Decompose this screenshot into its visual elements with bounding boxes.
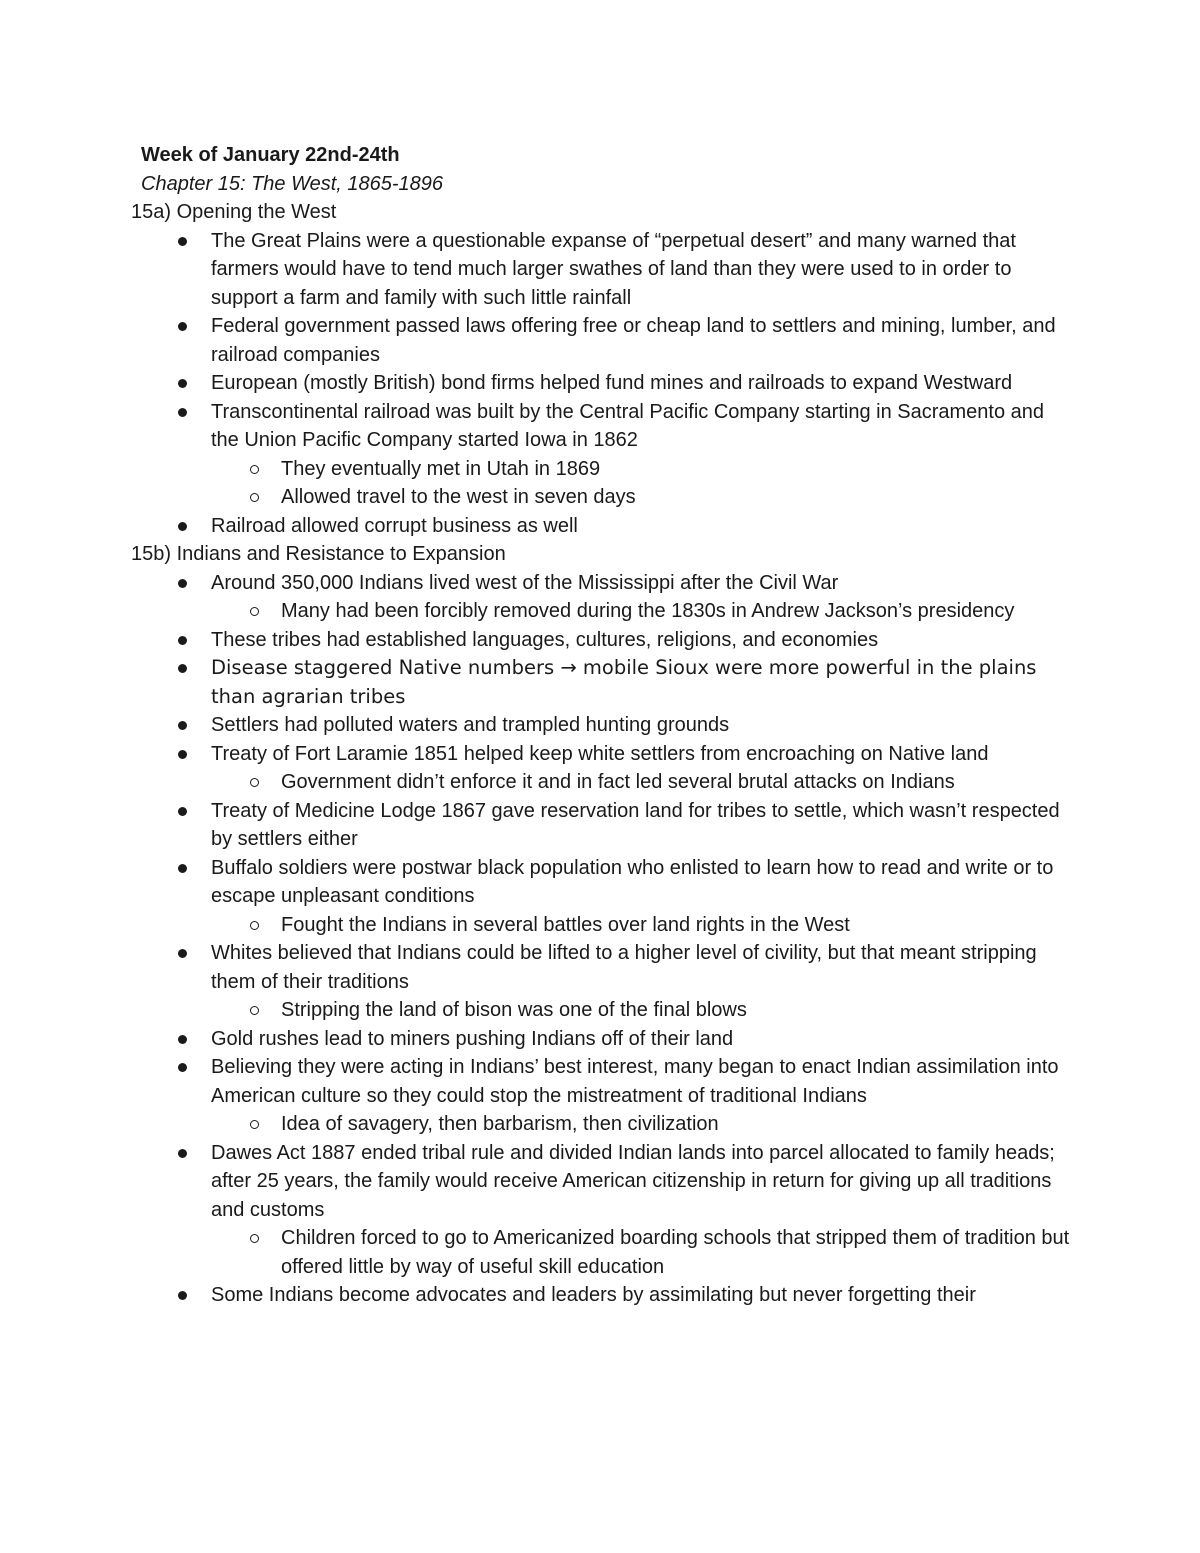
hollow-circle-icon (250, 778, 259, 787)
sub-list-item (211, 996, 1071, 1025)
bullet-dot-icon (178, 949, 187, 958)
sub-list-item (211, 911, 1071, 940)
bullet-dot-icon (178, 379, 187, 388)
sub-list-item (211, 1224, 1071, 1281)
hollow-circle-icon (250, 1120, 259, 1129)
bullet-dot-icon (178, 1035, 187, 1044)
list-item-text: Some Indians become advocates and leaders by assimilating but never forgetting their (211, 1284, 976, 1306)
list-item (141, 1139, 1071, 1282)
list-item-text: Believing they were acting in Indians’ best interest, many began to enact Indian assimilation into American culture so they could stop the mistreatment of traditional Indians (211, 1056, 1059, 1107)
list-item (141, 740, 1071, 797)
bullet-dot-icon (178, 522, 187, 531)
list-item-text: Dawes Act 1887 ended tribal rule and divided Indian lands into parcel allocated to family heads; after 25 years, the family would receive American citizenship in return for giving up all traditions and customs (211, 1141, 1055, 1221)
sub-bullet-list (211, 1224, 1071, 1281)
bullet-dot-icon (178, 750, 187, 759)
sub-list-item (211, 455, 1071, 484)
sub-list-item-text: Allowed travel to the west in seven days (281, 486, 636, 508)
document-content (131, 141, 1071, 1310)
bullet-dot-icon (178, 408, 187, 417)
bullet-dot-icon (178, 322, 187, 331)
list-item-text: Railroad allowed corrupt business as well (211, 514, 578, 537)
list-item (141, 398, 1071, 512)
list-item-text: Treaty of Medicine Lodge 1867 gave reservation land for tribes to settle, which wasn’t respected by settlers either (211, 799, 1060, 850)
sub-list-item-text: Idea of savagery, then barbarism, then civilization (281, 1113, 719, 1135)
list-item (141, 626, 1071, 655)
list-item (141, 369, 1071, 398)
sub-bullet-list (211, 911, 1071, 940)
list-item (141, 654, 1071, 711)
list-item-text: Federal government passed laws offering free or cheap land to settlers and mining, lumber, and railroad companies (211, 315, 1056, 366)
list-item-text: Buffalo soldiers were postwar black population who enlisted to learn how to read and write or to escape unpleasant conditions (211, 856, 1054, 907)
sub-bullet-list (211, 1110, 1071, 1139)
bullet-dot-icon (178, 237, 187, 246)
bullet-dot-icon (178, 636, 187, 645)
sub-list-item-text: Children forced to go to Americanized boarding schools that stripped them of tradition but offered little by way of useful skill education (281, 1227, 1070, 1278)
sub-list-item (211, 483, 1071, 512)
hollow-circle-icon (250, 1234, 259, 1243)
bullet-dot-icon (178, 807, 187, 816)
bullet-dot-icon (178, 1291, 187, 1300)
list-item-text: Whites believed that Indians could be lifted to a higher level of civility, but that meant stripping them of their traditions (211, 942, 1037, 993)
sub-list-item-text: They eventually met in Utah in 1869 (281, 457, 601, 480)
list-item (141, 854, 1071, 940)
list-item (141, 227, 1071, 313)
bullet-dot-icon (178, 721, 187, 730)
bullet-dot-icon (178, 664, 187, 673)
hollow-circle-icon (250, 607, 259, 616)
list-item (141, 711, 1071, 740)
bullet-list (141, 227, 1071, 541)
sections-container (131, 198, 1071, 1310)
bullet-dot-icon (178, 864, 187, 873)
sub-bullet-list (211, 455, 1071, 512)
list-item (141, 1053, 1071, 1139)
list-item-text: Gold rushes lead to miners pushing Indians off of their land (211, 1027, 734, 1050)
list-item (141, 939, 1071, 1025)
list-item (141, 512, 1071, 541)
hollow-circle-icon (250, 465, 259, 474)
list-item-text: The Great Plains were a questionable expanse of “perpetual desert” and many warned that farmers would have to tend much larger swathes of land than they were used to in order to support a farm and family with such little rainfall (211, 229, 1016, 309)
list-item (141, 1281, 1071, 1310)
list-item (141, 1025, 1071, 1054)
hollow-circle-icon (250, 921, 259, 930)
list-item-text: Disease staggered Native numbers → mobile Sioux were more powerful in the plains than agrarian tribes (211, 656, 1037, 708)
sub-bullet-list (211, 996, 1071, 1025)
sub-list-item-text: Government didn’t enforce it and in fact led several brutal attacks on Indians (281, 771, 955, 793)
list-item-text: Around 350,000 Indians lived west of the Mississippi after the Civil War (211, 571, 839, 594)
list-item (141, 797, 1071, 854)
sub-list-item (211, 597, 1071, 626)
list-item-text: Settlers had polluted waters and trampled hunting grounds (211, 714, 730, 736)
list-item-text: European (mostly British) bond firms helped fund mines and railroads to expand Westward (211, 372, 1013, 394)
list-item (141, 312, 1071, 369)
sub-list-item (211, 1110, 1071, 1139)
bullet-dot-icon (178, 579, 187, 588)
hollow-circle-icon (250, 493, 259, 502)
list-item-text: Treaty of Fort Laramie 1851 helped keep white settlers from encroaching on Native land (211, 742, 989, 765)
list-item (141, 569, 1071, 626)
bullet-dot-icon (178, 1063, 187, 1072)
sub-list-item-text: Fought the Indians in several battles over land rights in the West (281, 913, 850, 936)
sub-list-item-text: Stripping the land of bison was one of the final blows (281, 999, 747, 1021)
sub-bullet-list (211, 768, 1071, 797)
bullet-list (141, 569, 1071, 1310)
chapter-title: Chapter 15: The West, 1865-1896 (141, 172, 444, 195)
list-item-text: These tribes had established languages, cultures, religions, and economies (211, 628, 879, 651)
hollow-circle-icon (250, 1006, 259, 1015)
sub-list-item (211, 768, 1071, 797)
section-title: 15b) Indians and Resistance to Expansion (131, 543, 506, 565)
sub-list-item-text: Many had been forcibly removed during the 1830s in Andrew Jackson’s presidency (281, 600, 1015, 622)
list-item-text: Transcontinental railroad was built by the Central Pacific Company starting in Sacramento and the Union Pacific Company started Iowa in 1862 (211, 400, 1045, 451)
week-heading: Week of January 22nd-24th (141, 144, 400, 166)
section-title: 15a) Opening the West (131, 201, 337, 223)
bullet-dot-icon (178, 1149, 187, 1158)
sub-bullet-list (211, 597, 1071, 626)
